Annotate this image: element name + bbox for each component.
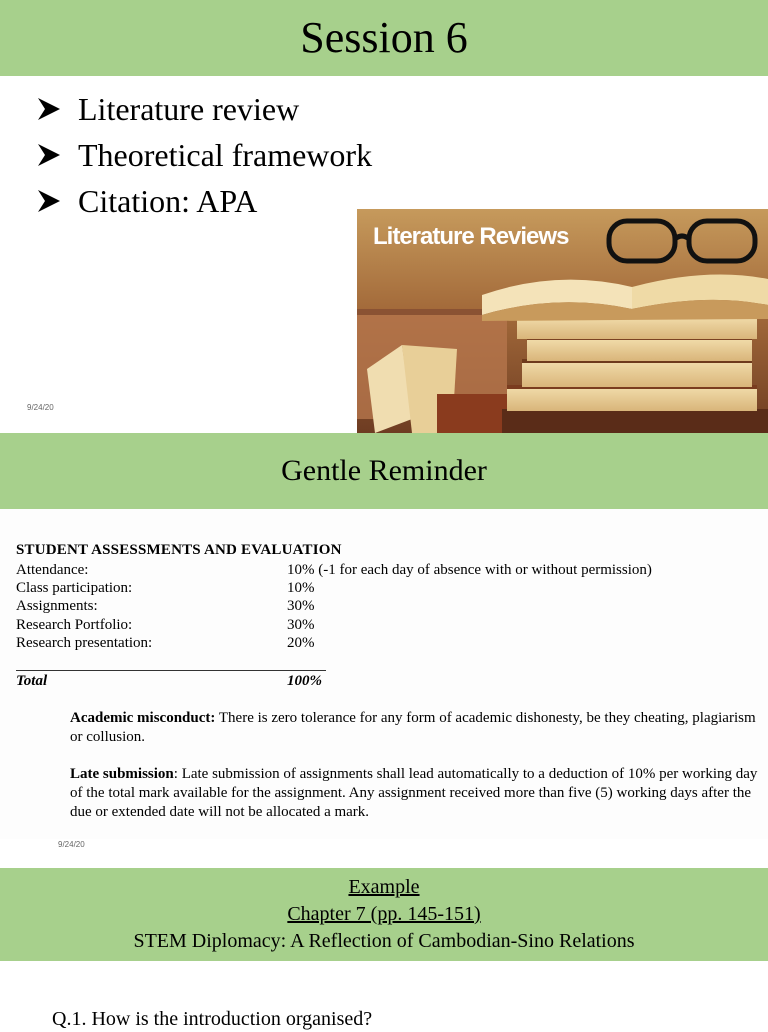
assessment-value: 20% [287, 635, 315, 651]
topic-item [36, 86, 372, 132]
assessment-row [16, 597, 315, 615]
topic-label: Theoretical framework [78, 137, 373, 173]
late-submission-paragraph [70, 765, 760, 822]
assessment-label: Class participation: [16, 580, 133, 596]
misconduct-label: Academic misconduct: [70, 710, 216, 726]
topic-label: Citation: APA [78, 183, 258, 219]
topic-label: Literature review [78, 91, 300, 127]
topic-list [36, 86, 372, 224]
literature-reviews-image [357, 209, 768, 433]
slide-date: 9/24/20 [58, 840, 85, 849]
session-title: Session 6 [300, 13, 468, 62]
assessment-row [16, 579, 315, 597]
misconduct-paragraph [70, 709, 760, 747]
session-title-bar [0, 0, 768, 76]
assessment-row [16, 616, 315, 634]
assessment-label: Research presentation: [16, 635, 153, 651]
reminder-title-bar [0, 433, 768, 509]
total-divider [16, 670, 326, 671]
example-title-bar [0, 868, 768, 961]
total-row [16, 672, 322, 690]
assessment-value: 10% [287, 580, 315, 596]
assessment-value: 30% [287, 598, 315, 614]
arrow-bullet-icon [36, 96, 78, 122]
assessment-heading: STUDENT ASSESSMENTS AND EVALUATION [16, 542, 342, 558]
assessment-row [16, 634, 315, 652]
misconduct-text: There is zero tolerance for any form of academic dishonesty, be they cheating, plagiarism or collusion. [70, 710, 756, 745]
total-label: Total [16, 673, 48, 689]
reminder-title: Gentle Reminder [281, 454, 487, 487]
chapter-reference: Chapter 7 (pp. 145-151) [287, 903, 481, 925]
chapter-title: STEM Diplomacy: A Reflection of Cambodian-Sino Relations [133, 930, 635, 952]
arrow-bullet-icon [36, 188, 78, 214]
assessment-row [16, 561, 652, 579]
question-text: Q.1. How is the introduction organised? [52, 1008, 373, 1030]
arrow-bullet-icon [36, 142, 78, 168]
image-caption: Literature Reviews [373, 223, 569, 250]
topic-item [36, 178, 372, 224]
late-submission-label: Late submission [70, 766, 174, 782]
assessment-label: Attendance: [16, 562, 89, 578]
topic-item [36, 132, 372, 178]
assessment-value: 30% [287, 617, 315, 633]
slide-date: 9/24/20 [27, 403, 54, 412]
assessment-label: Research Portfolio: [16, 617, 133, 633]
assessment-label: Assignments: [16, 598, 98, 614]
total-value: 100% [287, 673, 322, 689]
late-submission-text: : Late submission of assignments shall lead automatically to a deduction of 10% per working day of the total mark available for the assignment. Any assignment received more than five (5) working days after the due or extended date will not be allocated a mark. [70, 766, 758, 820]
assessment-value: 10% (-1 for each day of absence with or without permission) [287, 562, 652, 578]
example-label: Example [348, 876, 420, 898]
